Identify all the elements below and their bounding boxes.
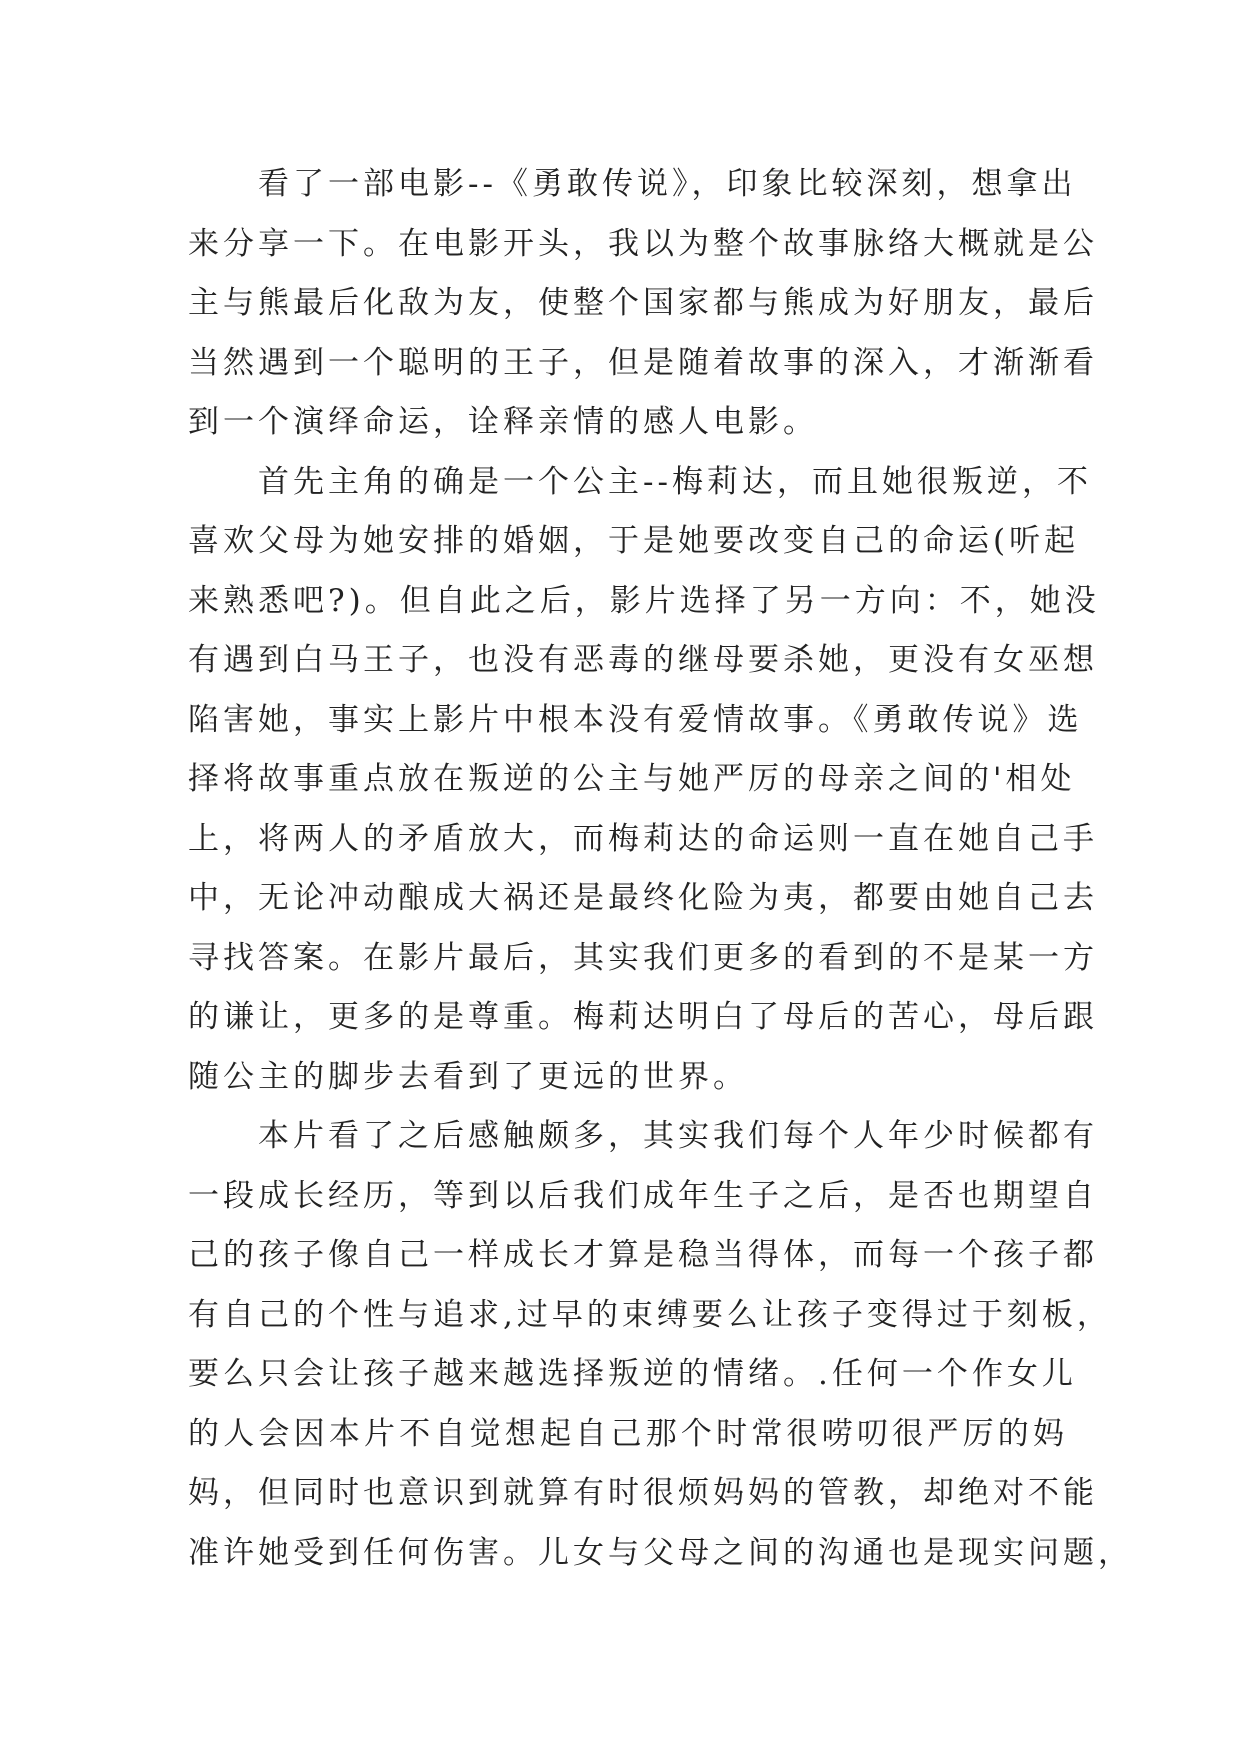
article-body — [188, 155, 1133, 1583]
text-line: 上，将两人的矛盾放大，而梅莉达的命运则一直在她自己手 — [188, 820, 1098, 857]
paragraph-3 — [188, 1107, 1133, 1583]
text-line: 要么只会让孩子越来越选择叛逆的情绪。.任何一个作女儿 — [188, 1356, 1077, 1392]
text-line: 一段成长经历，等到以后我们成年生子之后，是否也期望自 — [188, 1177, 1098, 1214]
text-line: 当然遇到一个聪明的王子，但是随着故事的深入，才渐渐看 — [188, 344, 1098, 381]
text-line: 有遇到白马王子，也没有恶毒的继母要杀她，更没有女巫想 — [188, 642, 1098, 678]
text-line: 随公主的脚步去看到了更远的世界。 — [188, 1058, 748, 1095]
text-line: 己的孩子像自己一样成长才算是稳当得体，而每一个孩子都 — [188, 1237, 1098, 1273]
text-line: 看了一部电影--《勇敢传说》，印象比较深刻，想拿出 — [258, 166, 1077, 202]
paragraph-2 — [188, 453, 1100, 1108]
text-line: 到一个演绎命运，诠释亲情的感人电影。 — [188, 404, 818, 440]
text-line: 来熟悉吧?)。但自此之后，影片选择了另一方向：不，她没 — [188, 582, 1100, 619]
text-line: 妈，但同时也意识到就算有时很烦妈妈的管教，却绝对不能 — [188, 1475, 1098, 1511]
text-line: 寻找答案。在影片最后，其实我们更多的看到的不是某一方 — [188, 939, 1098, 976]
text-line: 的人会因本片不自觉想起自己那个时常很唠叨很严厉的妈 — [188, 1415, 1068, 1452]
text-line: 喜欢父母为她安排的婚姻，于是她要改变自己的命运(听起 — [188, 523, 1080, 559]
text-line: 主与熊最后化敌为友，使整个国家都与熊成为好朋友，最后 — [188, 285, 1098, 321]
text-line: 的谦让，更多的是尊重。梅莉达明白了母后的苦心，母后跟 — [188, 999, 1098, 1035]
text-line: 来分享一下。在电影开头，我以为整个故事脉络大概就是公 — [188, 225, 1098, 262]
text-line: 本片看了之后感触颇多，其实我们每个人年少时候都有 — [258, 1118, 1098, 1154]
text-line: 有自己的个性与追求,过早的束缚要么让孩子变得过于刻板， — [188, 1296, 1112, 1333]
text-line: 首先主角的确是一个公主--梅莉达，而且她很叛逆，不 — [258, 463, 1092, 500]
text-line: 准许她受到任何伤害。儿女与父母之间的沟通也是现实问题， — [188, 1534, 1133, 1571]
text-line: 择将故事重点放在叛逆的公主与她严厉的母亲之间的'相处 — [188, 761, 1076, 797]
paragraph-1 — [188, 155, 1098, 453]
text-line: 陷害她，事实上影片中根本没有爱情故事。《勇敢传说》选 — [188, 701, 1083, 738]
text-line: 中，无论冲动酿成大祸还是最终化险为夷，都要由她自己去 — [188, 880, 1098, 916]
